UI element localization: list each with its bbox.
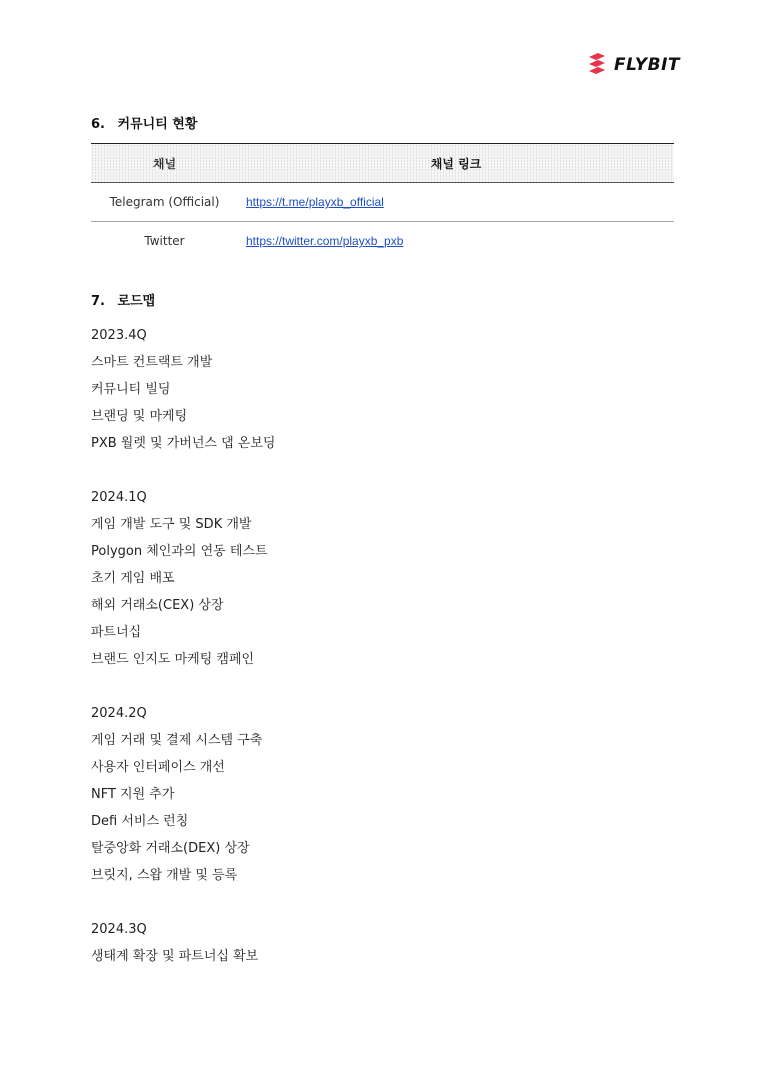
roadmap-item: 브랜딩 및 마케팅 bbox=[91, 409, 188, 424]
community-table bbox=[91, 143, 674, 260]
roadmap-item: Defi 서비스 런칭 bbox=[91, 814, 189, 829]
roadmap-item: 탈중앙화 거래소(DEX) 상장 bbox=[91, 841, 250, 856]
section-6-heading bbox=[91, 113, 197, 132]
table-row bbox=[91, 183, 674, 222]
roadmap-item: Polygon 체인과의 연동 테스트 bbox=[91, 544, 268, 559]
section-title: 커뮤니티 현황 bbox=[117, 117, 198, 132]
roadmap-item: PXB 월렛 및 가버넌스 댑 온보딩 bbox=[91, 436, 276, 451]
flybit-logo bbox=[586, 52, 680, 78]
logo-text: FLYBIT bbox=[614, 55, 680, 75]
roadmap-item: 해외 거래소(CEX) 상장 bbox=[91, 598, 224, 613]
channel-link-telegram[interactable]: https://t.me/playxb_official bbox=[246, 195, 384, 209]
roadmap-item: 게임 개발 도구 및 SDK 개발 bbox=[91, 517, 252, 532]
roadmap-item: 파트너십 bbox=[91, 625, 142, 640]
roadmap-item: NFT 지원 추가 bbox=[91, 787, 175, 802]
channel-name: Telegram (Official) bbox=[91, 183, 238, 222]
table-row bbox=[91, 222, 674, 261]
section-number: 7. bbox=[91, 294, 105, 309]
roadmap-item: 초기 게임 배포 bbox=[91, 571, 175, 586]
roadmap-item: 생태계 확장 및 파트너십 확보 bbox=[91, 949, 259, 964]
roadmap-quarter: 2024.2Q bbox=[91, 706, 147, 721]
header-channel: 채널 bbox=[91, 144, 238, 183]
header-channel-link: 채널 링크 bbox=[238, 144, 674, 183]
roadmap-item: 커뮤니티 빌딩 bbox=[91, 382, 171, 397]
channel-name: Twitter bbox=[144, 234, 185, 248]
roadmap-item: 스마트 컨트랙트 개발 bbox=[91, 355, 213, 370]
roadmap-quarter: 2024.1Q bbox=[91, 490, 147, 505]
roadmap-list bbox=[91, 322, 275, 970]
table-header-row bbox=[91, 144, 674, 183]
channel-link-twitter[interactable]: https://twitter.com/playxb_pxb bbox=[246, 234, 404, 248]
roadmap-item: 게임 거래 및 결제 시스템 구축 bbox=[91, 733, 263, 748]
section-number: 6. bbox=[91, 117, 105, 132]
roadmap-quarter: 2024.3Q bbox=[91, 922, 147, 937]
roadmap-item: 사용자 인터페이스 개선 bbox=[91, 760, 225, 775]
roadmap-item: 브랜드 인지도 마케팅 캠페인 bbox=[91, 652, 255, 667]
section-title: 로드맵 bbox=[117, 294, 156, 309]
roadmap-item: 브릿지, 스왑 개발 및 등록 bbox=[91, 868, 238, 883]
roadmap-quarter: 2023.4Q bbox=[91, 328, 147, 343]
section-7-heading bbox=[91, 290, 155, 309]
flybit-logo-icon bbox=[586, 53, 608, 77]
